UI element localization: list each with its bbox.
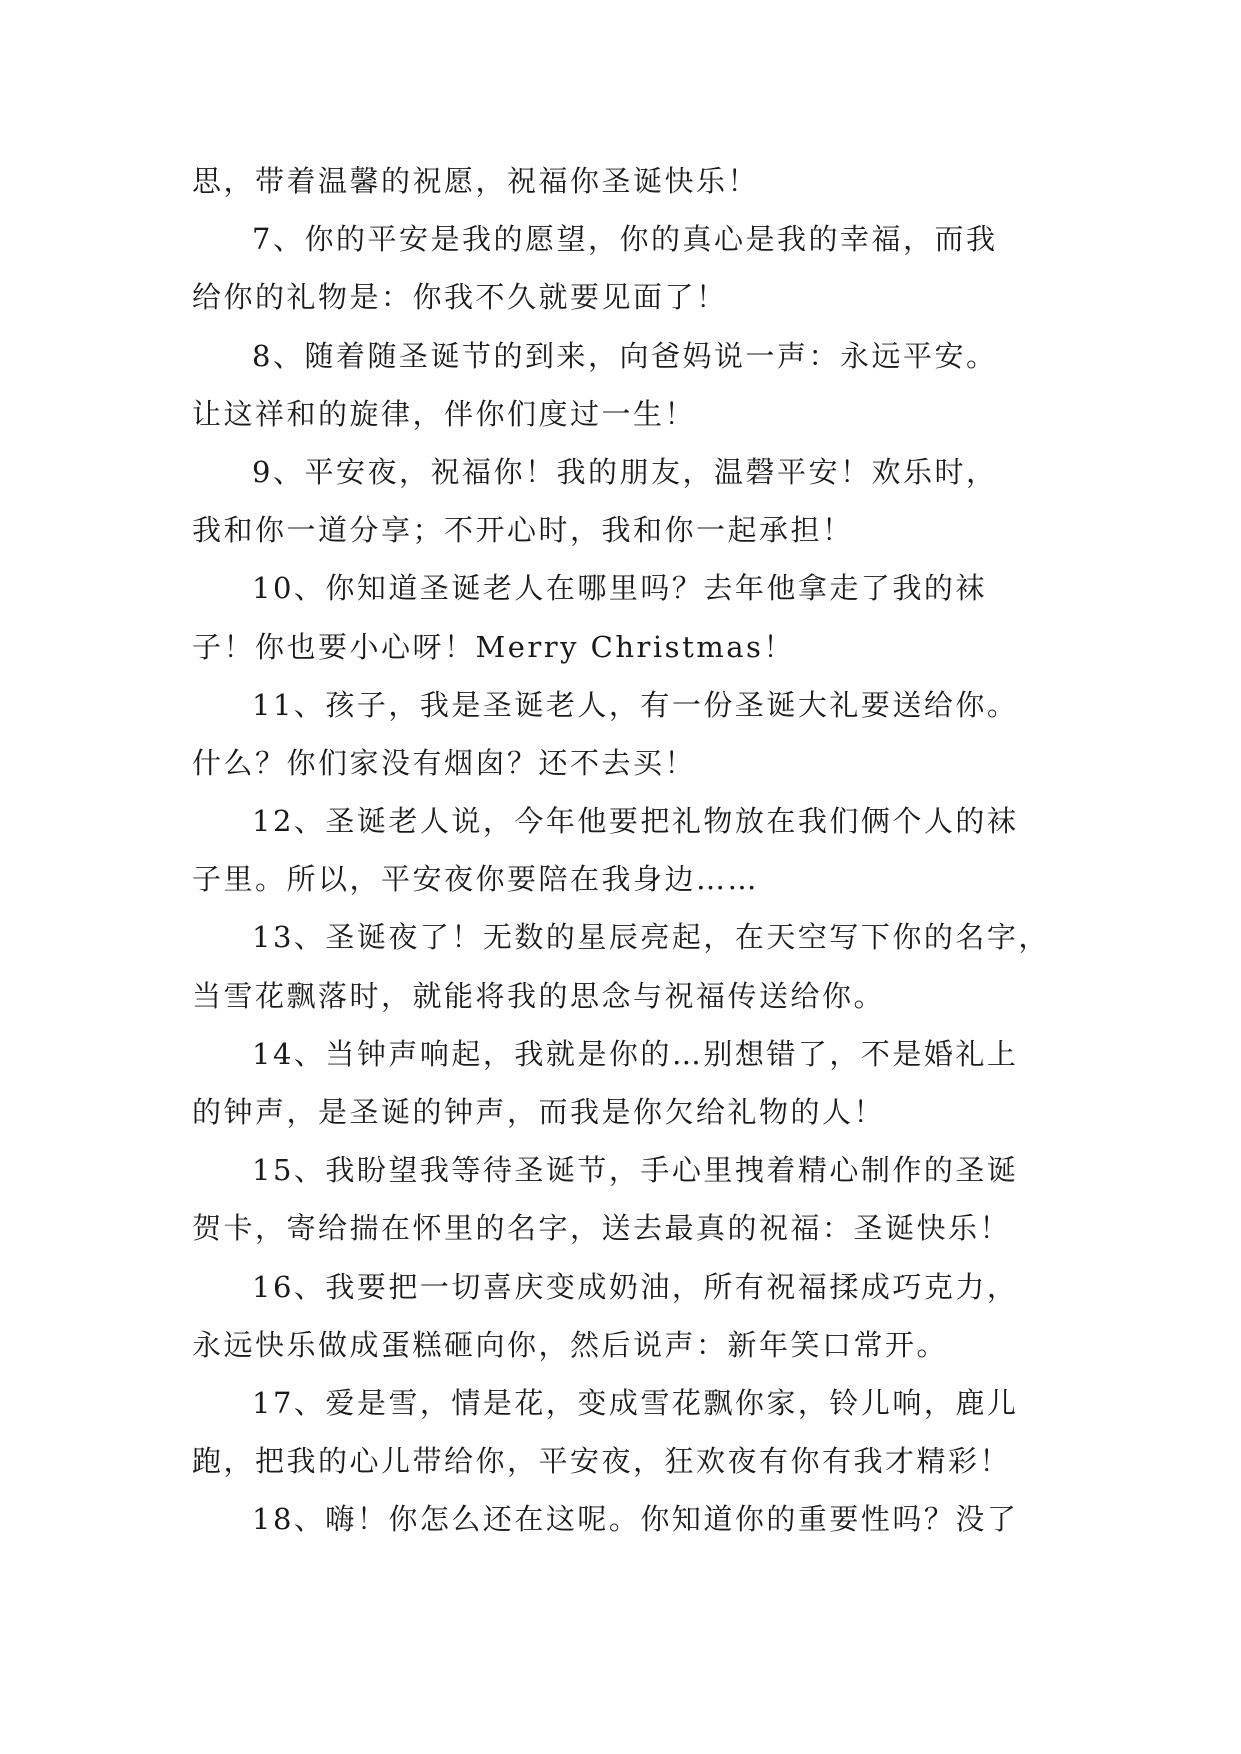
text-line-3: 给你的礼物是：你我不久就要见面了！ bbox=[192, 280, 728, 315]
text-line-7: 我和你一道分享；不开心时，我和你一起承担！ bbox=[192, 513, 854, 548]
text-line-23: 跑，把我的心儿带给你，平安夜，狂欢夜有你有我才精彩！ bbox=[192, 1444, 1012, 1479]
text-line-10: 11、孩子，我是圣诞老人，有一份圣诞大礼要送给你。 bbox=[252, 687, 1019, 722]
text-line-15: 当雪花飘落时，就能将我的思念与祝福传送给你。 bbox=[192, 978, 886, 1013]
text-line-2: 7、你的平安是我的愿望，你的真心是我的幸福，而我 bbox=[252, 222, 998, 257]
text-line-20: 16、我要把一切喜庆变成奶油，所有祝福揉成巧克力， bbox=[252, 1269, 1019, 1304]
document-body bbox=[192, 152, 1072, 1549]
text-line-4: 8、随着随圣诞节的到来，向爸妈说一声：永远平安。 bbox=[252, 338, 998, 373]
text-line-17: 的钟声，是圣诞的钟声，而我是你欠给礼物的人！ bbox=[192, 1095, 886, 1129]
text-line-18: 15、我盼望我等待圣诞节，手心里拽着精心制作的圣诞 bbox=[252, 1153, 1019, 1188]
text-line-21: 永远快乐做成蛋糕砸向你，然后说声：新年笑口常开。 bbox=[192, 1327, 949, 1362]
text-line-22: 17、爱是雪，情是花，变成雪花飘你家，铃儿响，鹿儿 bbox=[252, 1385, 1019, 1420]
text-line-5: 让这祥和的旋律，伴你们度过一生！ bbox=[192, 396, 697, 431]
text-line-9: 子！你也要小心呀！Merry Christmas！ bbox=[192, 629, 795, 664]
text-line-16: 14、当钟声响起，我就是你的…别想错了，不是婚礼上 bbox=[252, 1036, 1019, 1071]
text-line-8: 10、你知道圣诞老人在哪里吗？去年他拿走了我的袜 bbox=[252, 571, 987, 606]
text-line-13: 子里。所以，平安夜你要陪在我身边…… bbox=[192, 862, 760, 897]
text-line-1: 思，带着温馨的祝愿，祝福你圣诞快乐！ bbox=[192, 164, 760, 198]
text-line-19: 贺卡，寄给揣在怀里的名字，送去最真的祝福：圣诞快乐！ bbox=[192, 1211, 1012, 1246]
text-line-12: 12、圣诞老人说，今年他要把礼物放在我们俩个人的袜 bbox=[252, 804, 1019, 839]
text-line-14: 13、圣诞夜了！无数的星辰亮起，在天空写下你的名字， bbox=[252, 920, 1050, 955]
text-line-24: 18、嗨！你怎么还在这呢。你知道你的重要性吗？没了 bbox=[252, 1502, 1019, 1537]
text-line-6: 9、平安夜，祝福你！我的朋友，温磬平安！欢乐时， bbox=[252, 454, 998, 489]
text-line-11: 什么？你们家没有烟囱？还不去买！ bbox=[192, 745, 697, 780]
